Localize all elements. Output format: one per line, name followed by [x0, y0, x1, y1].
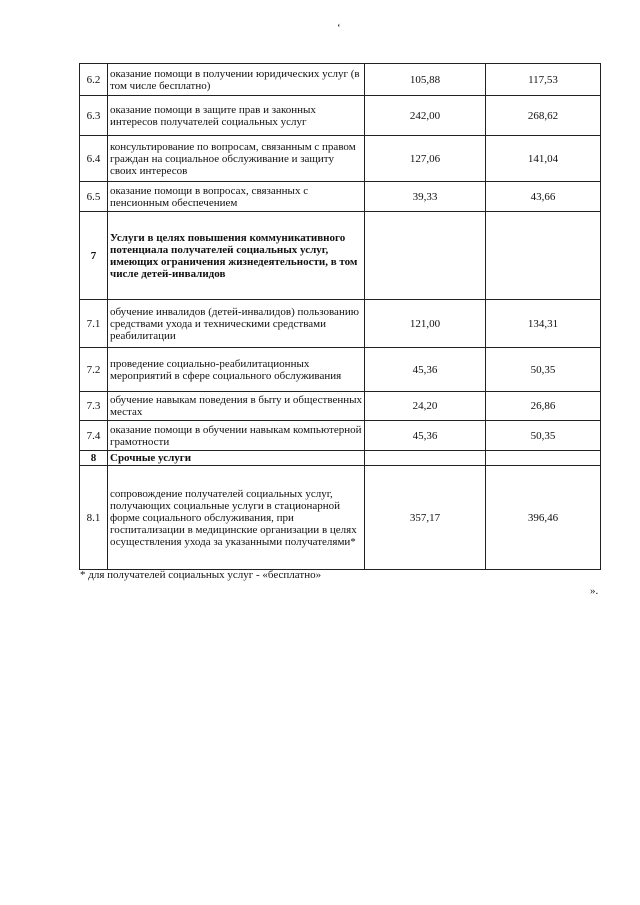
section-title: Срочные услуги	[108, 451, 365, 466]
price-value-2: 268,62	[486, 96, 601, 136]
table-row	[80, 136, 601, 182]
price-value-2: 50,35	[486, 421, 601, 451]
table-row	[80, 300, 601, 348]
row-number: 6.5	[80, 182, 108, 212]
service-name: оказание помощи в вопросах, связанных с пенсионным обеспечением	[108, 182, 365, 212]
table-row	[80, 96, 601, 136]
table-row	[80, 466, 601, 570]
price-value-1	[365, 212, 486, 300]
table-row	[80, 421, 601, 451]
price-value-1: 357,17	[365, 466, 486, 570]
price-value-2	[486, 212, 601, 300]
row-number: 6.2	[80, 64, 108, 96]
price-value-1: 121,00	[365, 300, 486, 348]
price-value-2: 396,46	[486, 466, 601, 570]
page-mark-top: ‘	[337, 22, 341, 34]
row-number: 8.1	[80, 466, 108, 570]
table-row	[80, 348, 601, 392]
service-name: оказание помощи в получении юридических услуг (в том числе бесплатно)	[108, 64, 365, 96]
service-name: оказание помощи в обучении навыкам компьютерной грамотности	[108, 421, 365, 451]
price-value-1: 127,06	[365, 136, 486, 182]
section-number: 8	[80, 451, 108, 466]
price-value-1: 45,36	[365, 348, 486, 392]
service-name: обучение навыкам поведения в быту и общественных местах	[108, 392, 365, 421]
services-tariff-table	[79, 63, 601, 570]
section-title: Услуги в целях повышения коммуникативного потенциала получателей социальных услуг, имеющих ограничения жизнедеятельности, в том числе детей-инвалидов	[108, 212, 365, 300]
price-value-1: 24,20	[365, 392, 486, 421]
service-name: обучение инвалидов (детей-инвалидов) пользованию средствами ухода и техническими средствами реабилитации	[108, 300, 365, 348]
price-value-1: 45,36	[365, 421, 486, 451]
price-value-1	[365, 451, 486, 466]
price-value-1: 39,33	[365, 182, 486, 212]
row-number: 7.2	[80, 348, 108, 392]
price-value-2: 141,04	[486, 136, 601, 182]
price-value-2: 26,86	[486, 392, 601, 421]
price-value-1: 242,00	[365, 96, 486, 136]
closing-quote-mark: ».	[590, 585, 599, 597]
price-value-2: 50,35	[486, 348, 601, 392]
price-value-2: 117,53	[486, 64, 601, 96]
price-value-1: 105,88	[365, 64, 486, 96]
row-number: 7.1	[80, 300, 108, 348]
row-number: 7.3	[80, 392, 108, 421]
row-number: 6.3	[80, 96, 108, 136]
table-row	[80, 64, 601, 96]
price-value-2: 134,31	[486, 300, 601, 348]
price-value-2: 43,66	[486, 182, 601, 212]
price-value-2	[486, 451, 601, 466]
service-name: проведение социально-реабилитационных мероприятий в сфере социального обслуживания	[108, 348, 365, 392]
row-number: 7.4	[80, 421, 108, 451]
service-name: сопровождение получателей социальных услуг, получающих социальные услуги в стационарной форме социального обслуживания, при госпитализации в медицинские организации в целях осуществления ухода за указанными получателями*	[108, 466, 365, 570]
service-name: оказание помощи в защите прав и законных интересов получателей социальных услуг	[108, 96, 365, 136]
table-row	[80, 182, 601, 212]
table-row	[80, 392, 601, 421]
service-name: консультирование по вопросам, связанным с правом граждан на социальное обслуживание и защиту своих интересов	[108, 136, 365, 182]
table-row-section-header	[80, 212, 601, 300]
row-number: 6.4	[80, 136, 108, 182]
table-row-section-header	[80, 451, 601, 466]
footnote: * для получателей социальных услуг - «бесплатно»	[80, 569, 322, 581]
section-number: 7	[80, 212, 108, 300]
